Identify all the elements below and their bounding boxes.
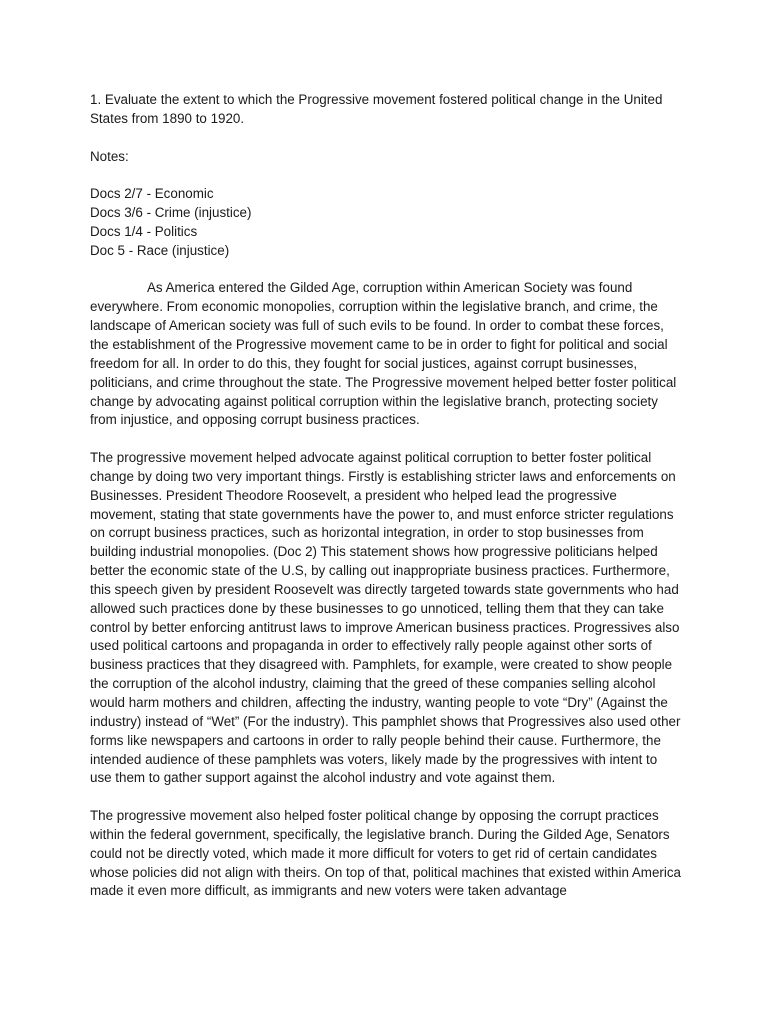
- question-text: 1. Evaluate the extent to which the Progressive movement fostered political change in the United States from 1890 to 1920.: [90, 92, 663, 126]
- spacer: [90, 129, 682, 148]
- spacer: [90, 788, 682, 807]
- notes-list: [90, 185, 682, 260]
- note-item: Docs 2/7 - Economic: [90, 186, 214, 202]
- notes-heading: Notes:: [90, 148, 129, 164]
- spacer: [90, 166, 682, 185]
- spacer: [90, 430, 682, 449]
- document-page: [90, 91, 682, 901]
- note-item: Docs 3/6 - Crime (injustice): [90, 205, 252, 221]
- body-paragraph-1: The progressive movement helped advocate against political corruption to better foster political change by doing two very important things. Firstly is establishing stricter laws and enforcements on Businesses. President Theodore Roosevelt, a president who helped lead the progressive movement, stating that state governments have the power to, and must enforce stricter regulations on corrupt business practices, such as horizontal integration, in order to stop businesses from building industrial monopolies. (Doc 2) This statement shows how progressive politicians helped better the economic state of the U.S, by calling out inappropriate business practices. Furthermore, this speech given by president Roosevelt was directly targeted towards state governments who had allowed such practices done by these businesses to go unnoticed, telling them that they can take control by better enforcing antitrust laws to improve American business practices. Progressives also used political cartoons and propaganda in order to effectively rally people against other sorts of business practices that they disagreed with. Pamphlets, for example, were created to show people the corruption of the alcohol industry, claiming that the greed of these companies selling alcohol would harm mothers and children, affecting the industry, wanting people to vote “Dry” (Against the industry) instead of “Wet” (For the industry). This pamphlet shows that Progressives also used other forms like newspapers and cartoons in order to rally people behind their cause. Furthermore, the intended audience of these pamphlets was voters, likely made by the progressives with intent to use them to gather support against the alcohol industry and vote against them.: [90, 450, 681, 786]
- spacer: [90, 261, 682, 280]
- note-item: Doc 5 - Race (injustice): [90, 242, 230, 258]
- body-paragraph-2: The progressive movement also helped foster political change by opposing the corrupt practices within the federal government, specifically, the legislative branch. During the Gilded Age, Senators could not be directly voted, which made it more difficult for voters to get rid of certain candidates whose policies did not align with theirs. On top of that, political machines that existed within America made it even more difficult, as immigrants and new voters were taken advantage: [90, 808, 681, 899]
- intro-paragraph: As America entered the Gilded Age, corruption within American Society was found everywhere. From economic monopolies, corruption within the legislative branch, and crime, the landscape of American society was full of such evils to be found. In order to combat these forces, the establishment of the Progressive movement came to be in order to fight for political and social freedom for all. In order to do this, they fought for social justices, against corrupt businesses, politicians, and crime throughout the state. The Progressive movement helped better foster political change by advocating against political corruption within the legislative branch, protecting society from injustice, and opposing corrupt business practices.: [90, 280, 677, 428]
- note-item: Docs 1/4 - Politics: [90, 223, 198, 239]
